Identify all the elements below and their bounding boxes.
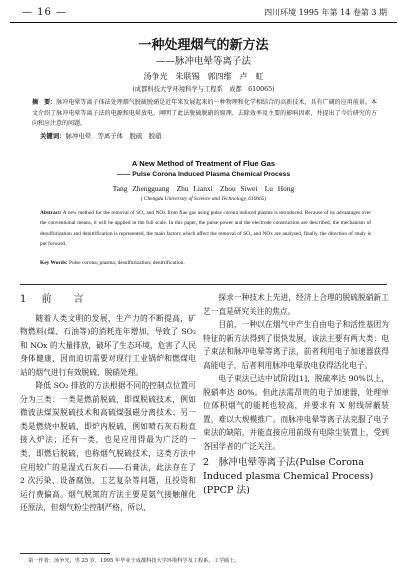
section-rule xyxy=(20,284,387,285)
chinese-keywords-label: 关键词： xyxy=(40,132,66,140)
journal-header: 四川环境 1995 年第 14 卷第 3 期 xyxy=(264,8,387,17)
chinese-keywords-text: 脉冲电晕 等离子体 脱硫 脱硝 xyxy=(65,132,162,140)
header-rule xyxy=(10,22,397,23)
chinese-title: 一种处理烟气的新方法 xyxy=(138,38,269,53)
footnote-rule xyxy=(20,553,110,554)
english-keywords-text: Pulse corona; plasma; desulfurization; denitrification. xyxy=(68,260,185,266)
chinese-abstract-label: 摘 要： xyxy=(32,99,57,106)
footnote: 第一作者：汤争光，男 25 岁，1995 年毕业于成都科技大学环境科学及工程系，工学硕士。 xyxy=(28,558,240,564)
right-paragraph-3: 电子束法已达中试阶段[1]，脱硫率达 90%以上，脱硝率达 80%。但此法需昂贵的电子加速器，处理单位体积烟气的能耗也较高，并要求有 X 射线屏蔽装置，难以大规模推广。而脉冲电晕等离子法克服了电子束法的缺陷，并能直接应用前级有电除尘装置上，受到各国学者的广泛关注。 xyxy=(203,374,389,452)
left-paragraph-1: 随着人类文明的发展，生产力的不断提高，矿物燃料(煤、石油等)的消耗连年增加，导致了 SO₂ 和 NOx 的大量排放，破坏了生态环境，危害了人民身体健康，因而迫切需要对现行工业锅炉和燃煤电站的烟气进行有效脱硫、脱硝处理。 xyxy=(20,313,197,377)
english-abstract-text: A new method for the removal of SO₂ and NOx from flue gas using pulse corona induced plasma is introduced. Because of its advantages over the conventional means, it will be applied in the full scale. In this paper, the pulse power and the electrode construction are described, the mechanism of desulfurization and denitrification is represented, the main factors which affect the removal of SO₂ and NOx are analysed, finally, the direction of study is put forward. xyxy=(40,210,371,248)
chinese-affiliation: (成都科技大学环境科学与工程系 成都 610065) xyxy=(132,86,275,93)
left-paragraph-2: 降低 SO₂ 排放的方法根据不同的控制点位置可分为三类：一类是燃前脱硫，即煤脱硫技术，例如微波法煤炭脱硫技术和高硫煤强磁分离技术；另一类是燃烧中脱硫，即炉内脱硫，例如喷石灰石粉直接入炉法；还有一类，也是应用得最为广泛的一类，即燃后脱硫，也称烟气脱硫技术，这类方法中应用较广的是湿式石灰石——石膏法，此法存在了 2 次污染、设备腐蚀、工艺复杂等问题，且投资和运行费偏高。烟气脱氮的方法主要是氨气接触催化还原法，但烟气粉尘控制严格，所以， xyxy=(20,381,196,513)
english-affiliation: ( Chengdu University of Science and Technology, 610065) xyxy=(140,196,267,202)
english-abstract xyxy=(40,208,371,250)
english-title: A New Method of Treatment of Flue Gas xyxy=(131,159,276,168)
english-abstract-label: Abstract: xyxy=(40,210,62,216)
section-1-heading: 1 前 言 xyxy=(20,294,90,305)
chinese-keywords xyxy=(40,131,161,140)
english-subtitle: —— Pulse Corona Induced Plasma Chemical Process xyxy=(116,171,291,178)
page-number: — 16 — xyxy=(22,7,68,18)
right-paragraph-2: 目前，一种以在烟气中产生自由电子和活性基团为特征的新方法得到了很快发展，该法主要有两大类：电子束法和脉冲电晕等离子法，前者利用电子加速器获得高能电子，后者利用脉冲电晕放电获得活化电子。 xyxy=(203,320,389,370)
chinese-abstract xyxy=(32,98,377,130)
chinese-subtitle: ——脉冲电晕等离子法 xyxy=(155,56,251,67)
right-paragraph-1: 探求一种技术上先进，经济上合理的脱硫脱硝新工艺一直是研究关注的焦点。 xyxy=(203,293,389,316)
english-keywords xyxy=(40,260,185,266)
right-column xyxy=(203,291,389,499)
section-2-heading: 2 脉冲电晕等离子法(Pulse Corona Induced plasma Chemical Process)(PPCP 法) xyxy=(203,456,374,497)
english-keywords-label: Key Words: xyxy=(40,260,68,266)
left-column xyxy=(20,291,196,515)
chinese-authors: 汤争光 朱联锡 郭四维 卢 虹 xyxy=(143,72,264,81)
english-authors: Tang Zhengguang Zhu Lianxi Zhou Siwei Lu Hong xyxy=(112,184,295,193)
chinese-abstract-text: 脉冲电晕等离子体法处理烟气脱硫脱硝是近年来发展起来的一种物理和化学相结合的高新技术，具有广阔的应用前景。本文介绍了脉冲电晕等离子法的电源和电晕放电，阐明了此法脱硫脱硝的原理、去除效率及主要的影响因素，并提出了今后研究的方向和应注意的问题。 xyxy=(32,99,377,128)
